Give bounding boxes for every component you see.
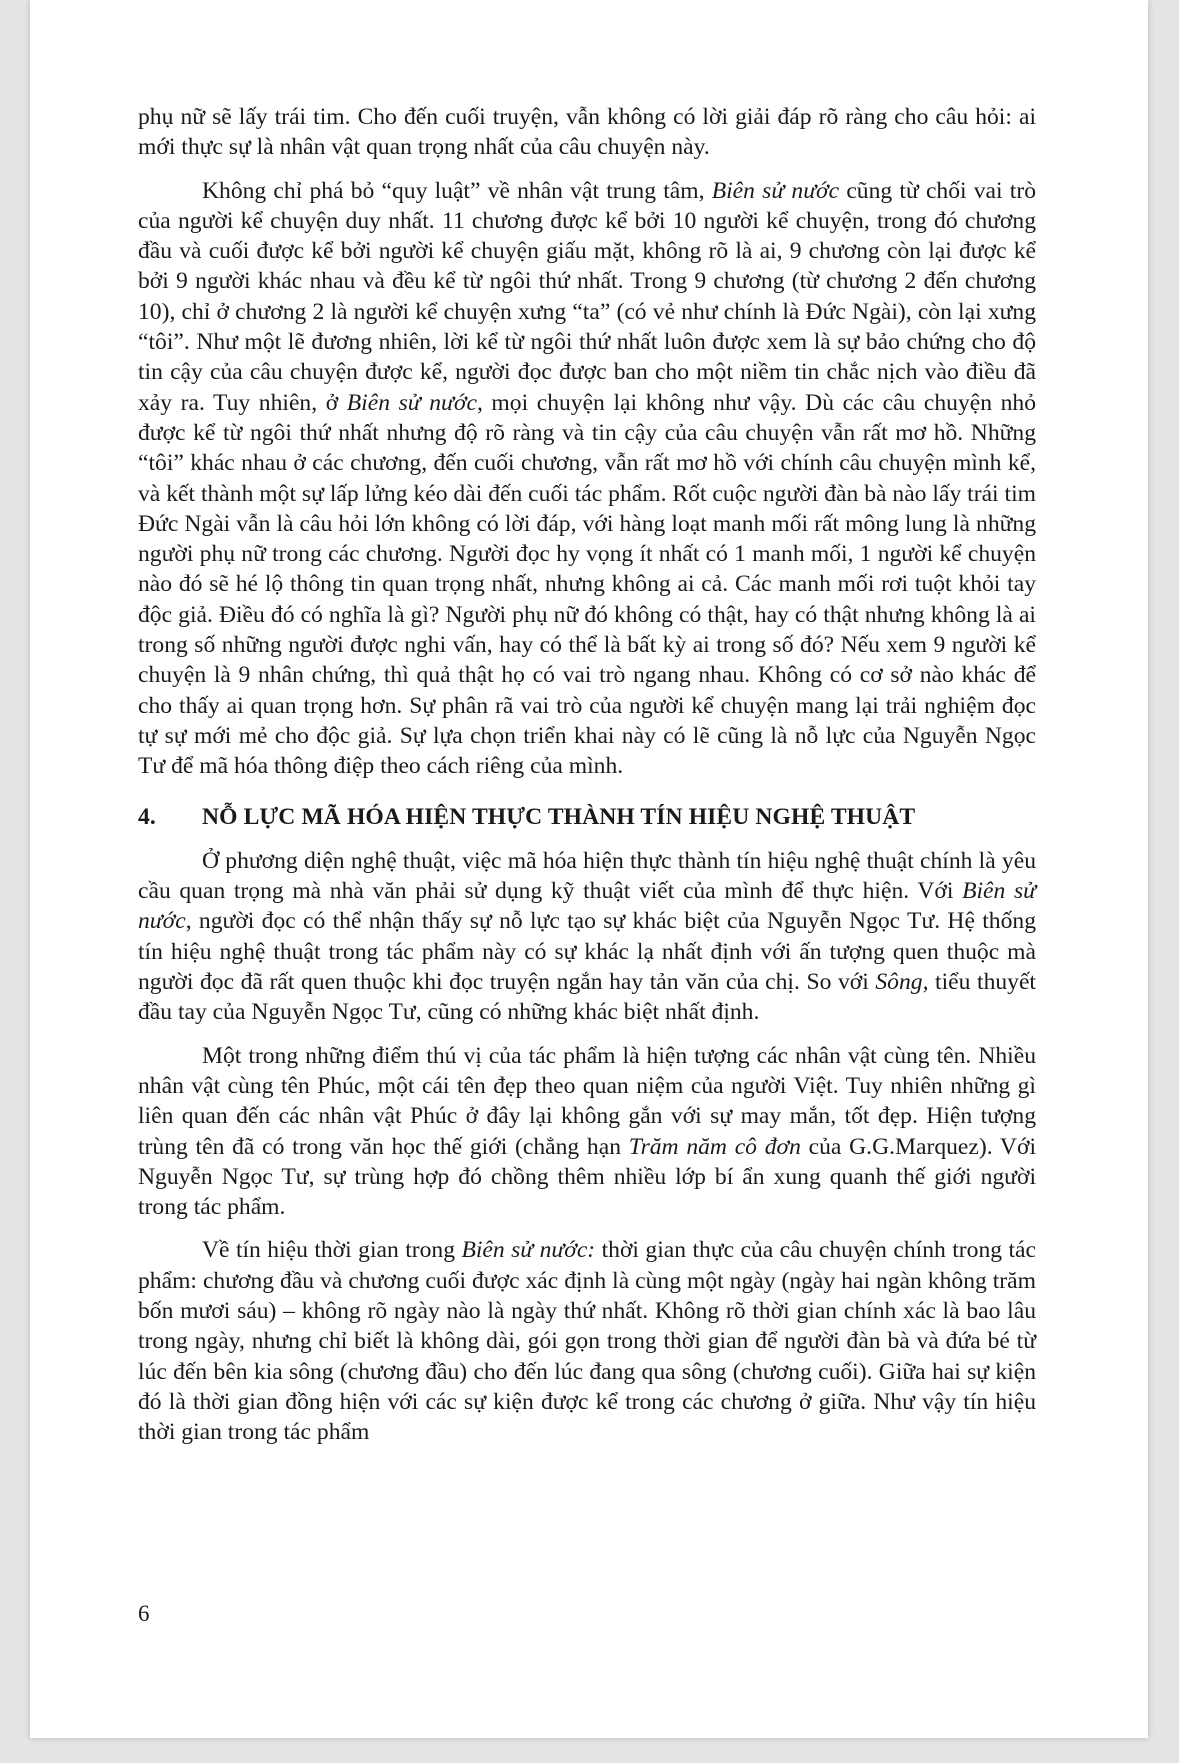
text-run: thời gian thực của câu chuyện chính trong tác phẩm: chương đầu và chương cuối được xác định là cùng một ngày (ngày hai ngàn không trăm bốn mươi sáu) – không rõ ngày nào là ngày thứ nhất. Không rõ thời gian chính xác là bao lâu trong ngày, nhưng chỉ biết là không dài, gói gọn trong thời gian để người đàn bà và đứa bé từ lúc đến bên kia sông (chương đầu) cho đến lúc đang qua sông (chương cuối). Giữa hai sự kiện đó là thời gian đồng hiện với các sự kiện được kể trong các chương ở giữa. Như vậy tín hiệu thời gian trong tác phẩm (138, 1237, 1036, 1446)
paragraph (138, 1235, 1036, 1447)
italic-title-run: Biên sử nước (711, 177, 840, 204)
italic-title-run: Trăm năm cô đơn (628, 1133, 801, 1160)
text-run: phụ nữ sẽ lấy trái tim. Cho đến cuối truyện, vẫn không có lời giải đáp rõ ràng cho câu hỏi: ai mới thực sự là nhân vật quan trọng nhất của câu chuyện này. (138, 104, 1036, 161)
italic-title-run: Biên sử nước (346, 389, 477, 416)
text-run: Không chỉ phá bỏ “quy luật” về nhân vật trung tâm, (202, 177, 712, 204)
paragraph-group-after-heading (138, 846, 1036, 1448)
section-heading (138, 802, 1036, 832)
paragraph (138, 176, 1036, 782)
document-body (138, 102, 1036, 1460)
italic-title-run: Sông, (875, 969, 929, 996)
italic-title-run: Biên sử nước (138, 878, 1037, 935)
text-run: của G.G.Marquez). Với Nguyễn Ngọc Tư, sự trùng hợp đó chồng thêm nhiều lớp bí ẩn xung quanh thế giới người trong tác phẩm. (138, 1133, 1036, 1221)
document-page (30, 0, 1148, 1738)
text-run: cũng từ chối vai trò của người kể chuyện duy nhất. 11 chương được kể bởi 10 người kể chuyện, trong đó chương đầu và cuối được kể bởi người kể chuyện giấu mặt, không rõ là ai, 9 chương còn lại được kể bởi 9 người khác nhau và đều kể từ ngôi thứ nhất. Trong 9 chương (từ chương 2 đến chương 10), chỉ ở chương 2 là người kể chuyện xưng “ta” (có vẻ như chính là Đức Ngài), còn lại xưng “tôi”. Như một lẽ đương nhiên, lời kể từ ngôi thứ nhất luôn được xem là sự bảo chứng cho độ tin cậy của câu chuyện được kể, người đọc được ban cho một niềm tin chắc nịch vào điều đã xảy ra. Tuy nhiên, ở (138, 177, 1036, 416)
text-run: Về tín hiệu thời gian trong (202, 1237, 462, 1264)
text-run: tiểu thuyết đầu tay của Nguyễn Ngọc Tư, cũng có những khác biệt nhất định. (138, 969, 1036, 1026)
section-title: NỖ LỰC MÃ HÓA HIỆN THỰC THÀNH TÍN HIỆU NGHỆ THUẬT (202, 803, 916, 830)
paragraph (138, 102, 1036, 163)
italic-title-run: Biên sử nước: (461, 1237, 596, 1264)
text-run: , mọi chuyện lại không như vậy. Dù các câu chuyện nhỏ được kể từ ngôi thứ nhất nhưng độ rõ ràng và tin cậy của câu chuyện vẫn rất mơ hồ. Những “tôi” khác nhau ở các chương, đến cuối chương, vẫn rất mơ hồ với chính câu chuyện mình kể, và kết thành một sự lấp lửng kéo dài đến cuối tác phẩm. Rốt cuộc người đàn bà nào lấy trái tim Đức Ngài vẫn là câu hỏi lớn không có lời đáp, với hàng loạt manh mối rất mông lung là những người phụ nữ trong các chương. Người đọc hy vọng ít nhất có 1 manh mối, 1 người kể chuyện nào đó sẽ hé lộ thông tin quan trọng nhất, nhưng không ai cả. Các manh mối rơi tuột khỏi tay độc giả. Điều đó có nghĩa là gì? Người phụ nữ đó không có thật, hay có thật nhưng không là ai trong số những người được nghi vấn, hay có thể là bất kỳ ai trong số đó? Nếu xem 9 người kể chuyện là 9 nhân chứng, thì quả thật họ có vai trò ngang nhau. Không có cơ sở nào khác để cho thấy ai quan trọng hơn. Sự phân rã vai trò của người kể chuyện mang lại trải nghiệm đọc tự sự mới mẻ cho độc giả. Sự lựa chọn triển khai này có lẽ cũng là nỗ lực của Nguyễn Ngọc Tư để mã hóa thông điệp theo cách riêng của mình. (138, 389, 1037, 780)
text-run: Ở phương diện nghệ thuật, việc mã hóa hiện thực thành tín hiệu nghệ thuật chính là yêu cầu quan trọng mà nhà văn phải sử dụng kỹ thuật viết của mình để thực hiện. Với (138, 847, 1036, 905)
paragraph (138, 846, 1036, 1028)
text-run: Một trong những điểm thú vị của tác phẩm là hiện tượng các nhân vật cùng tên. Nhiều nhân vật cùng tên Phúc, một cái tên đẹp theo quan niệm của người Việt. Tuy nhiên những gì liên quan đến các nhân vật Phúc ở đây lại không gắn với sự may mắn, tốt đẹp. Hiện tượng trùng tên đã có trong văn học thế giới (chẳng hạn (138, 1042, 1036, 1160)
paragraph (138, 1041, 1036, 1223)
page-number: 6 (138, 1601, 150, 1626)
text-run: , người đọc có thể nhận thấy sự nỗ lực tạo sự khác biệt của Nguyễn Ngọc Tư. Hệ thống tín hiệu nghệ thuật trong tác phẩm này có sự khác lạ nhất định với ấn tượng quen thuộc mà người đọc đã rất quen thuộc khi đọc truyện ngắn hay tản văn của chị. So với (138, 908, 1036, 996)
section-number: 4. (138, 803, 156, 830)
paragraph-group-before-heading (138, 102, 1036, 782)
